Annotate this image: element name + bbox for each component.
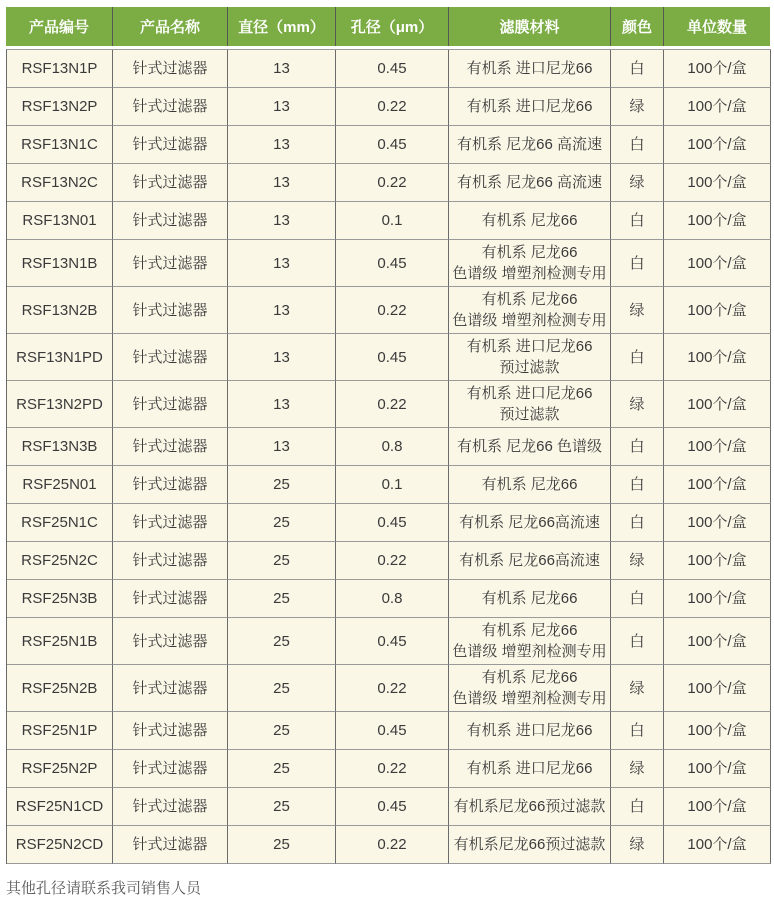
cell-diameter: 13 — [228, 126, 336, 164]
material-line: 色谱级 增塑剂检测专用 — [452, 643, 607, 660]
cell-color: 白 — [611, 334, 664, 381]
cell-diameter: 25 — [228, 466, 336, 504]
cell-unit-quantity: 100个/盒 — [664, 542, 771, 580]
cell-color: 白 — [611, 202, 664, 240]
cell-product-name: 针式过滤器 — [113, 381, 228, 428]
cell-pore-size: 0.22 — [336, 88, 449, 126]
cell-product-name: 针式过滤器 — [113, 466, 228, 504]
cell-diameter: 25 — [228, 712, 336, 750]
cell-color: 白 — [611, 240, 664, 287]
cell-unit-quantity: 100个/盒 — [664, 504, 771, 542]
table-row — [7, 287, 771, 334]
table-row — [7, 88, 771, 126]
cell-pore-size: 0.45 — [336, 240, 449, 287]
cell-product-name: 针式过滤器 — [113, 164, 228, 202]
cell-diameter: 25 — [228, 580, 336, 618]
cell-product-name: 针式过滤器 — [113, 712, 228, 750]
cell-membrane-material — [449, 750, 611, 788]
cell-diameter: 13 — [228, 202, 336, 240]
cell-product-name: 针式过滤器 — [113, 287, 228, 334]
table-row — [7, 580, 771, 618]
cell-unit-quantity: 100个/盒 — [664, 580, 771, 618]
column-header-pore-size: 孔径（μm） — [335, 7, 448, 46]
cell-pore-size: 0.45 — [336, 334, 449, 381]
material-line: 有机系 尼龙66 — [481, 291, 578, 308]
cell-unit-quantity: 100个/盒 — [664, 466, 771, 504]
material-line: 色谱级 增塑剂检测专用 — [452, 690, 607, 707]
cell-pore-size: 0.45 — [336, 126, 449, 164]
cell-membrane-material — [449, 665, 611, 712]
material-line: 有机系 进口尼龙66 — [466, 722, 593, 739]
cell-product-code: RSF13N1C — [7, 126, 113, 164]
cell-unit-quantity: 100个/盒 — [664, 618, 771, 665]
cell-color: 白 — [611, 50, 664, 88]
cell-unit-quantity: 100个/盒 — [664, 240, 771, 287]
cell-color: 白 — [611, 504, 664, 542]
table-row — [7, 334, 771, 381]
cell-unit-quantity: 100个/盒 — [664, 381, 771, 428]
table-row — [7, 826, 771, 864]
cell-pore-size: 0.1 — [336, 202, 449, 240]
material-line: 有机系 尼龙66 — [481, 590, 578, 607]
material-line: 有机系 尼龙66高流速 — [459, 552, 600, 569]
cell-membrane-material — [449, 428, 611, 466]
material-line: 色谱级 增塑剂检测专用 — [452, 265, 607, 282]
cell-product-name: 针式过滤器 — [113, 50, 228, 88]
table-row — [7, 712, 771, 750]
cell-product-name: 针式过滤器 — [113, 334, 228, 381]
cell-unit-quantity: 100个/盒 — [664, 665, 771, 712]
cell-diameter: 13 — [228, 428, 336, 466]
table-row — [7, 750, 771, 788]
cell-product-code: RSF25N3B — [7, 580, 113, 618]
column-header-membrane-material: 滤膜材料 — [448, 7, 610, 46]
cell-product-code: RSF25N2CD — [7, 826, 113, 864]
cell-diameter: 13 — [228, 164, 336, 202]
cell-membrane-material — [449, 466, 611, 504]
material-line: 有机系 进口尼龙66 — [466, 98, 593, 115]
cell-diameter: 25 — [228, 665, 336, 712]
cell-color: 白 — [611, 788, 664, 826]
cell-product-code: RSF13N3B — [7, 428, 113, 466]
material-line: 有机系 尼龙66 — [481, 476, 578, 493]
table-row — [7, 618, 771, 665]
material-line: 有机系 尼龙66 高流速 — [456, 136, 603, 153]
cell-pore-size: 0.22 — [336, 665, 449, 712]
cell-product-name: 针式过滤器 — [113, 618, 228, 665]
table-row — [7, 50, 771, 88]
material-line: 有机系 尼龙66 — [481, 212, 578, 229]
cell-product-name: 针式过滤器 — [113, 580, 228, 618]
cell-diameter: 25 — [228, 826, 336, 864]
cell-membrane-material — [449, 618, 611, 665]
material-line: 有机系 进口尼龙66 — [466, 385, 593, 402]
cell-unit-quantity: 100个/盒 — [664, 88, 771, 126]
material-line: 有机系 进口尼龙66 — [466, 760, 593, 777]
cell-product-code: RSF25N01 — [7, 466, 113, 504]
cell-unit-quantity: 100个/盒 — [664, 826, 771, 864]
cell-product-name: 针式过滤器 — [113, 240, 228, 287]
cell-color: 绿 — [611, 287, 664, 334]
cell-product-code: RSF25N2C — [7, 542, 113, 580]
material-line: 有机系尼龙66预过滤款 — [453, 836, 606, 853]
cell-pore-size: 0.22 — [336, 381, 449, 428]
cell-membrane-material — [449, 50, 611, 88]
cell-membrane-material — [449, 504, 611, 542]
cell-pore-size: 0.22 — [336, 826, 449, 864]
cell-pore-size: 0.45 — [336, 50, 449, 88]
cell-membrane-material — [449, 542, 611, 580]
cell-pore-size: 0.22 — [336, 750, 449, 788]
table-row — [7, 542, 771, 580]
cell-color: 绿 — [611, 665, 664, 712]
cell-color: 白 — [611, 712, 664, 750]
cell-product-code: RSF25N1CD — [7, 788, 113, 826]
cell-color: 绿 — [611, 381, 664, 428]
table-row — [7, 381, 771, 428]
cell-product-name: 针式过滤器 — [113, 665, 228, 712]
cell-color: 绿 — [611, 88, 664, 126]
cell-pore-size: 0.8 — [336, 428, 449, 466]
footer-note: 其他孔径请联系我司销售人员 — [6, 880, 202, 897]
material-line: 有机系 尼龙66 色谱级 — [456, 438, 603, 455]
header-row — [6, 7, 770, 46]
cell-unit-quantity: 100个/盒 — [664, 202, 771, 240]
cell-product-name: 针式过滤器 — [113, 788, 228, 826]
cell-color: 绿 — [611, 826, 664, 864]
cell-color: 白 — [611, 428, 664, 466]
table-row — [7, 202, 771, 240]
cell-pore-size: 0.1 — [336, 466, 449, 504]
cell-product-name: 针式过滤器 — [113, 202, 228, 240]
cell-product-code: RSF25N1C — [7, 504, 113, 542]
cell-product-code: RSF13N2P — [7, 88, 113, 126]
cell-membrane-material — [449, 287, 611, 334]
material-line: 有机系 尼龙66高流速 — [459, 514, 600, 531]
material-line: 有机系尼龙66预过滤款 — [453, 798, 606, 815]
column-header-color: 颜色 — [610, 7, 663, 46]
table-row — [7, 788, 771, 826]
cell-color: 绿 — [611, 542, 664, 580]
cell-unit-quantity: 100个/盒 — [664, 750, 771, 788]
cell-diameter: 13 — [228, 381, 336, 428]
material-line: 有机系 进口尼龙66 — [466, 60, 593, 77]
cell-membrane-material — [449, 126, 611, 164]
product-table — [6, 49, 771, 864]
cell-color: 绿 — [611, 750, 664, 788]
cell-diameter: 13 — [228, 88, 336, 126]
cell-membrane-material — [449, 580, 611, 618]
cell-unit-quantity: 100个/盒 — [664, 287, 771, 334]
table-row — [7, 428, 771, 466]
table-row — [7, 126, 771, 164]
cell-product-code: RSF25N1P — [7, 712, 113, 750]
cell-product-name: 针式过滤器 — [113, 826, 228, 864]
cell-membrane-material — [449, 334, 611, 381]
cell-unit-quantity: 100个/盒 — [664, 334, 771, 381]
column-header-diameter: 直径（mm） — [227, 7, 335, 46]
table-row — [7, 164, 771, 202]
table-row — [7, 240, 771, 287]
cell-membrane-material — [449, 88, 611, 126]
column-header-unit-quantity: 单位数量 — [663, 7, 770, 46]
material-line: 有机系 尼龙66 — [481, 622, 578, 639]
cell-unit-quantity: 100个/盒 — [664, 50, 771, 88]
cell-product-name: 针式过滤器 — [113, 88, 228, 126]
cell-product-code: RSF13N1PD — [7, 334, 113, 381]
material-line: 预过滤款 — [499, 359, 560, 376]
cell-product-code: RSF13N2PD — [7, 381, 113, 428]
cell-diameter: 13 — [228, 287, 336, 334]
cell-product-code: RSF25N2B — [7, 665, 113, 712]
cell-pore-size: 0.45 — [336, 504, 449, 542]
cell-pore-size: 0.22 — [336, 542, 449, 580]
table-row — [7, 466, 771, 504]
material-line: 有机系 尼龙66 高流速 — [456, 174, 603, 191]
cell-diameter: 25 — [228, 504, 336, 542]
cell-product-name: 针式过滤器 — [113, 750, 228, 788]
cell-product-name: 针式过滤器 — [113, 126, 228, 164]
cell-membrane-material — [449, 826, 611, 864]
cell-diameter: 13 — [228, 240, 336, 287]
cell-diameter: 13 — [228, 334, 336, 381]
cell-diameter: 25 — [228, 542, 336, 580]
cell-color: 绿 — [611, 164, 664, 202]
material-line: 预过滤款 — [499, 406, 560, 423]
table-row — [7, 665, 771, 712]
material-line: 色谱级 增塑剂检测专用 — [452, 312, 607, 329]
cell-product-code: RSF13N2C — [7, 164, 113, 202]
cell-product-code: RSF25N1B — [7, 618, 113, 665]
cell-color: 白 — [611, 580, 664, 618]
cell-pore-size: 0.45 — [336, 618, 449, 665]
cell-membrane-material — [449, 712, 611, 750]
material-line: 有机系 进口尼龙66 — [466, 338, 593, 355]
cell-membrane-material — [449, 788, 611, 826]
cell-product-name: 针式过滤器 — [113, 542, 228, 580]
cell-unit-quantity: 100个/盒 — [664, 428, 771, 466]
table-row — [7, 504, 771, 542]
cell-pore-size: 0.22 — [336, 164, 449, 202]
cell-membrane-material — [449, 202, 611, 240]
cell-product-code: RSF13N01 — [7, 202, 113, 240]
cell-color: 白 — [611, 466, 664, 504]
material-line: 有机系 尼龙66 — [481, 244, 578, 261]
cell-product-code: RSF13N1P — [7, 50, 113, 88]
product-table-header — [6, 7, 770, 46]
cell-pore-size: 0.22 — [336, 287, 449, 334]
cell-pore-size: 0.45 — [336, 788, 449, 826]
cell-membrane-material — [449, 240, 611, 287]
cell-diameter: 25 — [228, 750, 336, 788]
cell-pore-size: 0.8 — [336, 580, 449, 618]
cell-pore-size: 0.45 — [336, 712, 449, 750]
cell-product-code: RSF13N2B — [7, 287, 113, 334]
cell-unit-quantity: 100个/盒 — [664, 126, 771, 164]
cell-color: 白 — [611, 618, 664, 665]
cell-product-code: RSF13N1B — [7, 240, 113, 287]
cell-unit-quantity: 100个/盒 — [664, 712, 771, 750]
cell-membrane-material — [449, 164, 611, 202]
column-header-product-name: 产品名称 — [112, 7, 227, 46]
cell-product-name: 针式过滤器 — [113, 428, 228, 466]
cell-diameter: 25 — [228, 788, 336, 826]
cell-unit-quantity: 100个/盒 — [664, 164, 771, 202]
cell-diameter: 13 — [228, 50, 336, 88]
cell-membrane-material — [449, 381, 611, 428]
cell-color: 白 — [611, 126, 664, 164]
cell-product-name: 针式过滤器 — [113, 504, 228, 542]
material-line: 有机系 尼龙66 — [481, 669, 578, 686]
cell-diameter: 25 — [228, 618, 336, 665]
column-header-product-code: 产品编号 — [6, 7, 112, 46]
cell-product-code: RSF25N2P — [7, 750, 113, 788]
cell-unit-quantity: 100个/盒 — [664, 788, 771, 826]
